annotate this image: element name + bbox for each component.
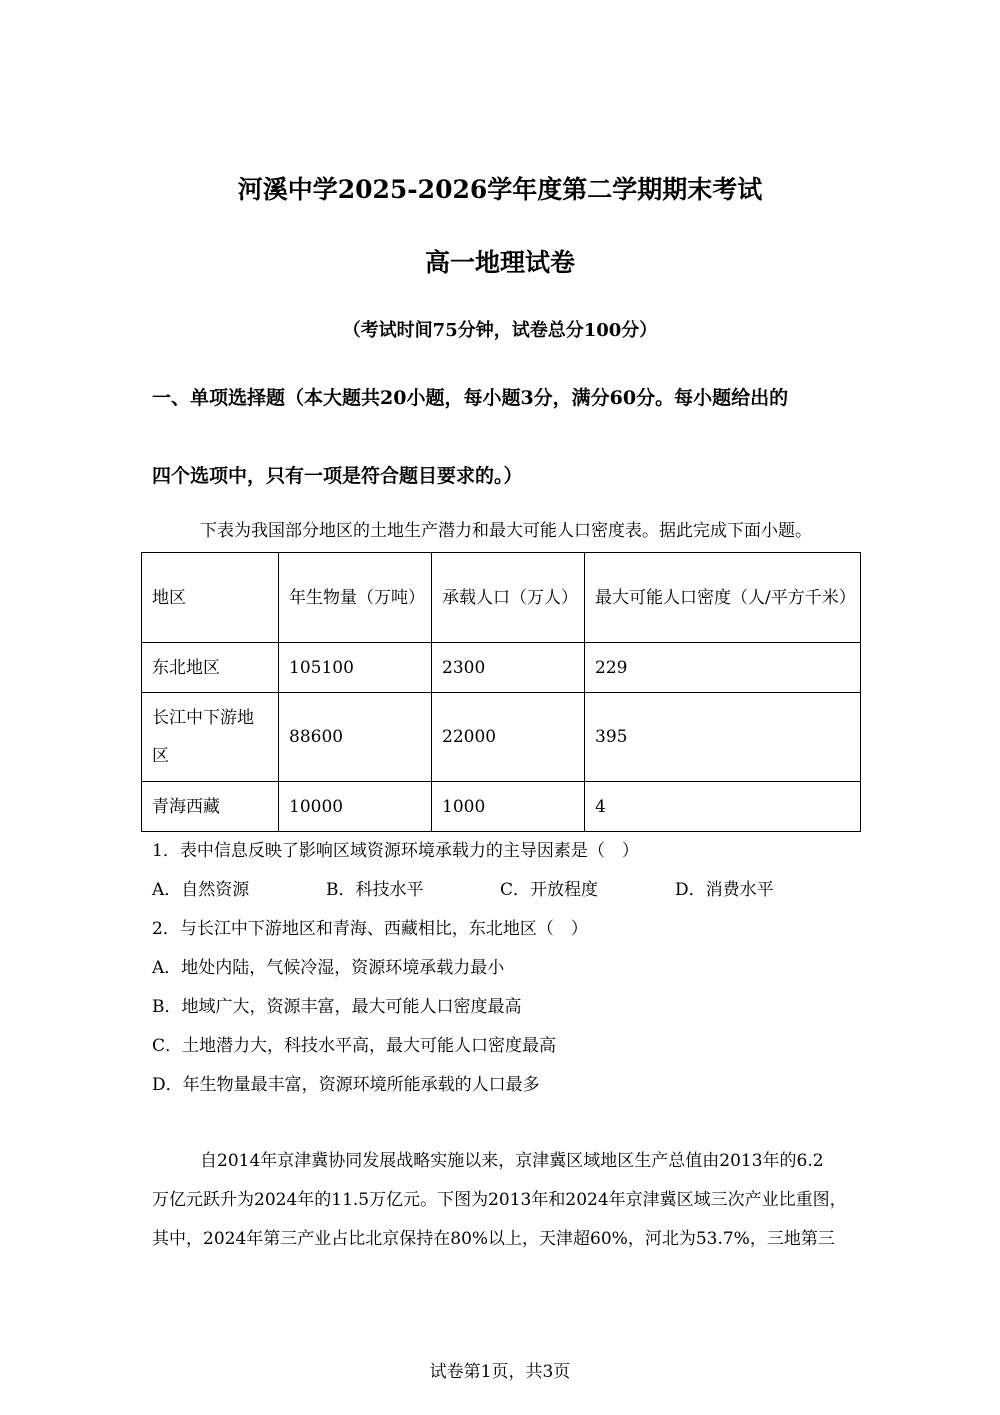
table-cell: 229 [585,643,861,693]
data-table [141,552,861,832]
question-2-option-b[interactable]: B．地域广大，资源丰富，最大可能人口密度最高 [152,997,522,1017]
table-cell: 10000 [279,782,432,832]
table-header-cell: 年生物量（万吨） [279,553,432,643]
question-2-option-a[interactable]: A．地处内陆，气候冷湿，资源环境承载力最小 [152,958,505,978]
intro-paragraph-2-line2: 万亿元跃升为2024年的11.5万亿元。下图为2013年和2024年京津冀区域三次产业比重图， [152,1190,847,1210]
question-2-stem: 2．与长江中下游地区和青海、西藏相比，东北地区（ ） [152,919,588,939]
table-cell: 1000 [432,782,585,832]
table-cell: 4 [585,782,861,832]
page-footer: 试卷第1页，共3页 [429,1362,571,1382]
question-1-stem: 1．表中信息反映了影响区域资源环境承载力的主导因素是（ ） [152,841,639,861]
table-header-row [142,553,861,643]
question-1-option-c[interactable]: C．开放程度 [500,880,599,900]
table-cell: 东北地区 [142,643,279,693]
exam-note: （考试时间75分钟，试卷总分100分） [342,320,658,341]
question-2-option-d[interactable]: D．年生物量最丰富，资源环境所能承载的人口最多 [152,1075,540,1095]
table-cell: 2300 [432,643,585,693]
exam-subtitle: 高一地理试卷 [424,248,575,277]
intro-paragraph-2-line3: 其中，2024年第三产业占比北京保持在80%以上，天津超60%，河北为53.7%，三地第三 [152,1229,835,1249]
table-cell: 青海西藏 [142,782,279,832]
intro-paragraph-1: 下表为我国部分地区的土地生产潜力和最大可能人口密度表。据此完成下面小题。 [200,521,812,541]
question-2-option-c[interactable]: C．土地潜力大，科技水平高，最大可能人口密度最高 [152,1036,557,1056]
section-heading-line1: 一、单项选择题（本大题共20小题，每小题3分，满分60分。每小题给出的 [152,387,789,409]
question-1-option-a[interactable]: A．自然资源 [152,880,250,900]
table-cell: 395 [585,693,861,782]
question-1-option-d[interactable]: D．消费水平 [675,880,774,900]
table-header-cell: 地区 [142,553,279,643]
table-cell: 22000 [432,693,585,782]
table-row [142,643,861,693]
table-cell: 88600 [279,693,432,782]
table-row [142,782,861,832]
intro-paragraph-2-line1: 自2014年京津冀协同发展战略实施以来，京津冀区域地区生产总值由2013年的6.2 [200,1151,824,1171]
table-cell: 105100 [279,643,432,693]
section-heading-line2: 四个选项中，只有一项是符合题目要求的。） [152,465,523,487]
table-header-cell: 承载人口（万人） [432,553,585,643]
table-row [142,693,861,782]
table-header-cell: 最大可能人口密度（人/平方千米） [585,553,861,643]
exam-title: 河溪中学2025-2026学年度第二学期期末考试 [237,175,763,204]
question-1-option-b[interactable]: B．科技水平 [326,880,424,900]
table-cell: 长江中下游地区 [142,693,279,782]
